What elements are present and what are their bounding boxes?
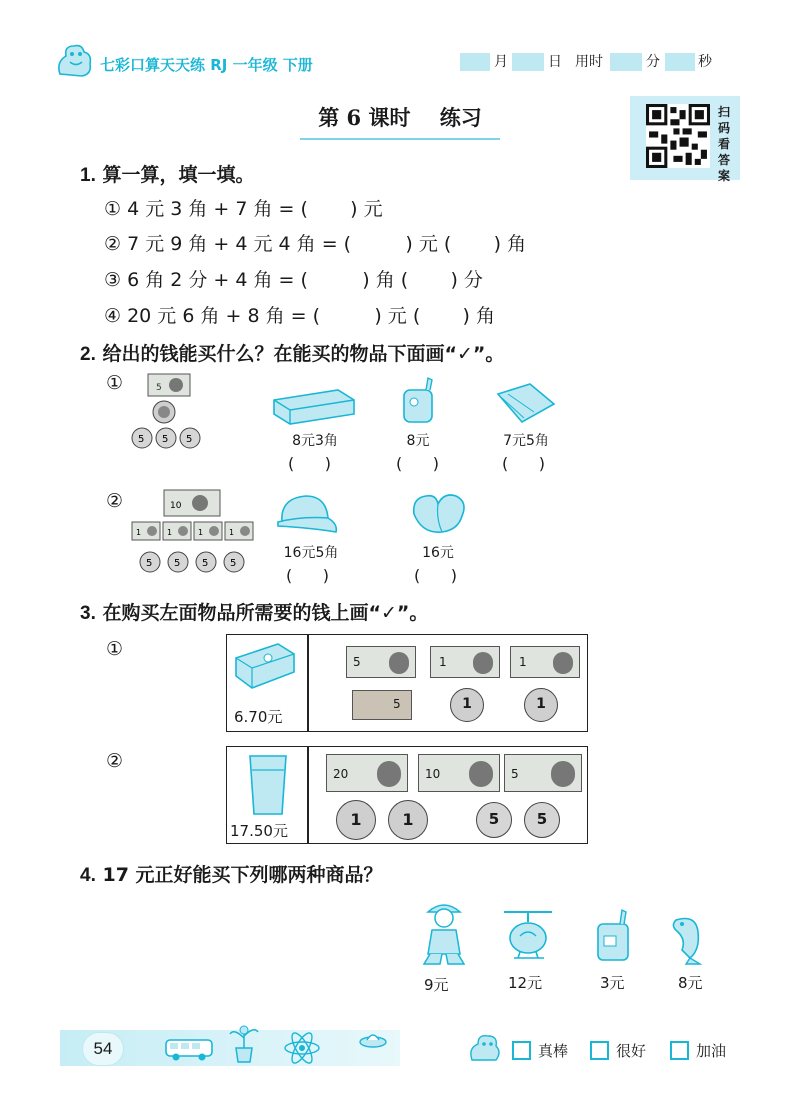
doll-icon	[420, 898, 468, 968]
month-label: 月	[494, 54, 508, 70]
answer-qr-panel[interactable]	[630, 96, 740, 183]
q1-number: 1.	[80, 165, 96, 186]
note-value: 1	[519, 655, 527, 669]
q2-sub1-item3-answer[interactable]: ( )	[502, 454, 545, 473]
q3-sub2-note-1[interactable]	[326, 754, 408, 792]
q2-sub1-item1-price: 8元3角	[292, 433, 338, 449]
qr-code-icon[interactable]	[646, 104, 710, 168]
rating-good-label: 很好	[616, 1042, 647, 1060]
q3-sub1-coin-2[interactable]: 1	[524, 688, 558, 722]
svg-text:5: 5	[174, 558, 181, 569]
q3-sub2-coin-4[interactable]: 5	[524, 802, 560, 838]
atom-icon	[282, 1030, 322, 1066]
day-label: 日	[548, 54, 562, 70]
q3-sub1-note-1[interactable]	[346, 646, 416, 678]
second-label: 秒	[698, 54, 712, 70]
title-underline	[300, 138, 500, 140]
q3-sub2-divider	[307, 747, 309, 843]
q1-line-2[interactable]: ② 7 元 9 角 + 4 元 4 角 = ( ) 元 ( ) 角	[104, 233, 527, 255]
fish-toy-icon	[666, 910, 710, 966]
svg-text:1: 1	[229, 528, 235, 537]
ufo-icon	[358, 1030, 388, 1050]
note-value: 1	[439, 655, 447, 669]
minute-field[interactable]	[610, 53, 642, 71]
portrait-icon	[473, 652, 493, 674]
note-value: 10	[425, 767, 441, 781]
q2-number: 2.	[80, 344, 96, 365]
rating-great-label: 真棒	[538, 1042, 569, 1060]
q2-sub1-item3-price: 7元5角	[503, 433, 549, 449]
q4-heading	[80, 860, 383, 887]
q2-sub1-marker: ①	[106, 372, 124, 394]
rating-keep-going-label: 加油	[696, 1042, 727, 1060]
portrait-icon	[377, 761, 401, 787]
elapsed-label: 用时	[575, 54, 603, 70]
month-field[interactable]	[460, 53, 490, 71]
portrait-icon	[469, 761, 493, 787]
svg-text:5: 5	[146, 558, 153, 569]
day-field[interactable]	[512, 53, 544, 71]
q1-line-4[interactable]: ④ 20 元 6 角 + 8 角 = ( ) 元 ( ) 角	[104, 305, 495, 327]
svg-text:5: 5	[156, 383, 162, 393]
q3-sub1-coin-1[interactable]: 1	[450, 688, 484, 722]
portrait-icon	[553, 652, 573, 674]
q3-sub1-marker: ①	[106, 638, 124, 660]
q4-item4-price: 8元	[678, 974, 703, 992]
q3-sub2-coin-2[interactable]: 1	[388, 800, 428, 840]
q1-line-3[interactable]: ③ 6 角 2 分 + 4 角 = ( ) 角 ( ) 分	[104, 269, 483, 291]
note-value: 20	[333, 767, 349, 781]
svg-text:5: 5	[230, 558, 237, 569]
q2-sub2-item2-answer[interactable]: ( )	[414, 566, 457, 585]
q3-heading	[80, 598, 428, 625]
potted-plant-icon	[224, 1022, 264, 1064]
q4-item2-price: 12元	[508, 974, 543, 992]
q2-title: 给出的钱能买什么？在能买的物品下面画“✓”。	[102, 343, 505, 365]
note-value: 5	[353, 655, 361, 669]
q3-sub2-coin-3[interactable]: 5	[476, 802, 512, 838]
minute-label: 分	[646, 54, 660, 70]
cap-icon	[272, 492, 342, 540]
q3-sub1-note-2[interactable]	[430, 646, 500, 678]
series-title: 七彩口算天天练 RJ 一年级 下册	[100, 56, 313, 74]
q3-sub2-marker: ②	[106, 750, 124, 772]
bus-icon	[164, 1036, 214, 1062]
svg-text:5: 5	[202, 558, 209, 569]
q2-sub1-item2-answer[interactable]: ( )	[396, 454, 439, 473]
q4-item3-price: 3元	[600, 974, 625, 992]
mascot-icon	[52, 40, 96, 80]
q2-sub2-money-icon	[130, 488, 254, 578]
footer-mascot-icon	[464, 1030, 504, 1066]
q3-sub1-note-4[interactable]	[352, 690, 412, 720]
q3-number: 3.	[80, 603, 96, 624]
time-record-bar	[460, 53, 730, 71]
svg-text:1: 1	[198, 528, 204, 537]
svg-text:1: 1	[167, 528, 173, 537]
q4-item1-price: 9元	[424, 976, 449, 994]
q2-sub2-item2-price: 16元	[422, 545, 454, 561]
svg-text:10: 10	[170, 501, 182, 511]
q1-heading	[80, 160, 255, 187]
notebook-icon	[494, 382, 558, 426]
q2-sub1-item2-price: 8元	[406, 433, 430, 449]
q3-sub2-note-2[interactable]	[418, 754, 500, 792]
svg-text:5: 5	[138, 434, 145, 445]
gloves-icon	[408, 490, 470, 536]
q3-sub1-price: 6.70元	[234, 708, 283, 726]
q2-sub2-marker: ②	[106, 490, 124, 512]
portrait-icon	[389, 652, 409, 674]
drink-cup-icon	[246, 752, 290, 818]
q1-line-1[interactable]: ① 4 元 3 角 + 7 角 = ( ) 元	[104, 198, 383, 220]
q4-title: 17 元正好能买下列哪两种商品？	[102, 864, 383, 886]
pencil-box-icon	[232, 640, 298, 692]
rating-good-checkbox[interactable]	[590, 1041, 609, 1060]
svg-text:1: 1	[136, 528, 142, 537]
page-number: 54	[82, 1032, 124, 1066]
note-value: 5	[511, 767, 519, 781]
helicopter-icon	[500, 906, 556, 964]
rating-keep-going-checkbox[interactable]	[670, 1041, 689, 1060]
q4-number: 4.	[80, 865, 96, 886]
rating-great-checkbox[interactable]	[512, 1041, 531, 1060]
note-value: 5	[393, 697, 401, 711]
portrait-icon	[551, 761, 575, 787]
q3-sub2-note-3[interactable]	[504, 754, 582, 792]
q2-sub2-item1-answer[interactable]: ( )	[286, 566, 329, 585]
q3-sub2-price: 17.50元	[230, 822, 288, 840]
second-field[interactable]	[665, 53, 695, 71]
q3-sub2-coin-1[interactable]: 1	[336, 800, 376, 840]
q2-heading	[80, 339, 504, 366]
qr-hint-text: 扫码看答案	[718, 105, 731, 183]
q3-sub1-divider	[307, 635, 309, 731]
pencil-case-icon	[268, 386, 358, 426]
q2-sub2-item1-price: 16元5角	[283, 545, 339, 561]
sharpener-toy-icon	[594, 908, 634, 964]
q3-sub1-note-3[interactable]	[510, 646, 580, 678]
lesson-title: 第 6 课时 练习	[318, 105, 482, 130]
q1-title: 算一算，填一填。	[102, 164, 255, 186]
q3-title: 在购买左面物品所需要的钱上画“✓”。	[102, 602, 429, 624]
sharpener-icon	[398, 376, 438, 426]
q2-sub1-item1-answer[interactable]: ( )	[288, 454, 331, 473]
q2-sub1-money-icon	[130, 372, 206, 452]
svg-text:5: 5	[162, 434, 169, 445]
svg-text:5: 5	[186, 434, 193, 445]
